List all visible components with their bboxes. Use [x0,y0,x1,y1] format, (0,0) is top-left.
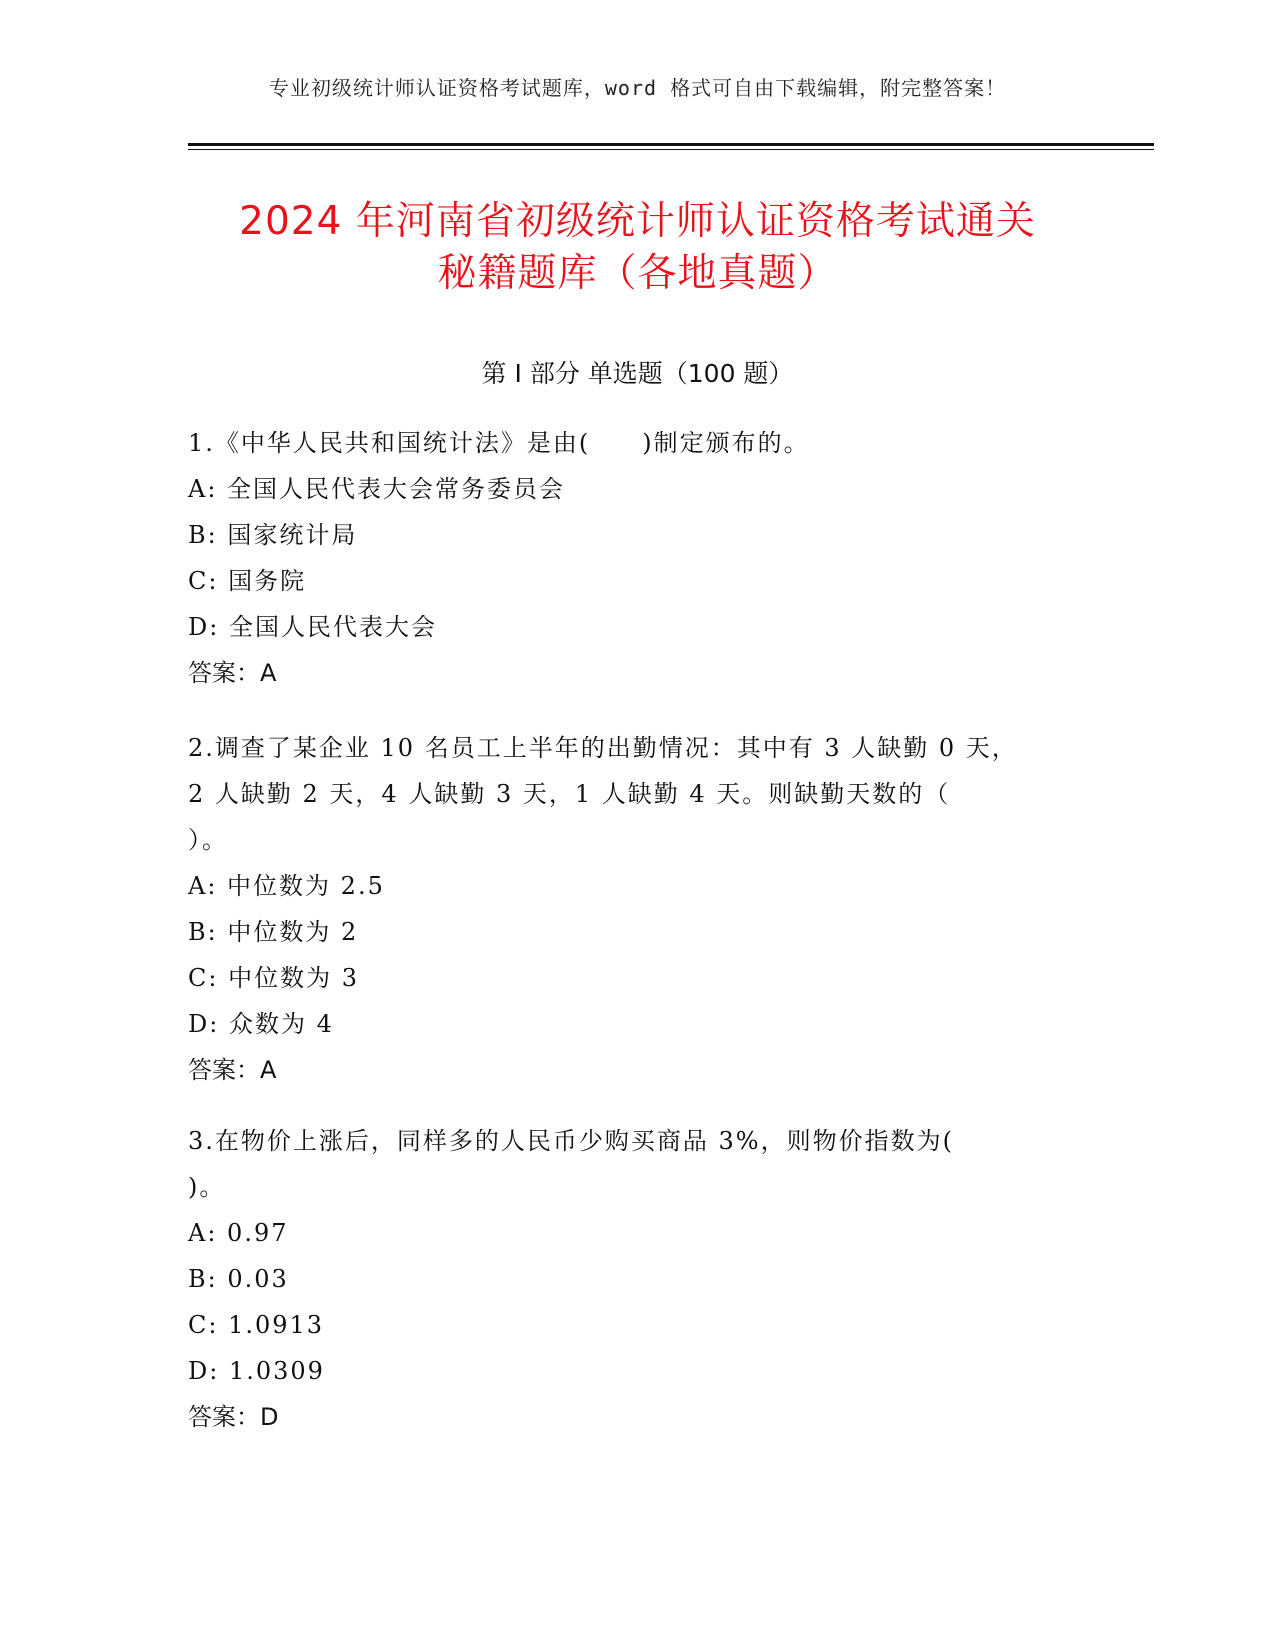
question-stem-line-2: )。 [188,1173,226,1201]
section-heading: 第 I 部分 单选题（100 题） [481,359,794,388]
option-b: B: 中位数为 2 [188,918,359,946]
header-rule-thin [188,149,1154,150]
question-stem-line-2: 2 人缺勤 2 天，4 人缺勤 3 天，1 人缺勤 4 天。则缺勤天数的（ [188,780,951,808]
question-stem-line-1: 2.调查了某企业 10 名员工上半年的出勤情况：其中有 3 人缺勤 0 天， [188,734,1018,762]
option-d: D: 1.0309 [188,1357,325,1385]
option-c: C: 国务院 [188,567,307,595]
option-a: A: 0.97 [188,1219,289,1247]
option-a: A: 全国人民代表大会常务委员会 [188,475,566,503]
option-b: B: 国家统计局 [188,521,358,549]
question-stem-line-3: ）。 [188,826,228,854]
option-c: C: 中位数为 3 [188,964,359,992]
option-a: A: 中位数为 2.5 [188,872,385,900]
question-stem-line-1: 3.在物价上涨后，同样多的人民币少购买商品 3%，则物价指数为( [188,1127,954,1155]
option-b: B: 0.03 [188,1265,289,1293]
answer-label: 答案：A [188,659,277,687]
answer-label: 答案：A [188,1056,277,1084]
question-3 [188,1118,1068,1440]
question-2 [188,725,1068,1093]
option-d: D: 全国人民代表大会 [188,613,437,641]
option-d: D: 众数为 4 [188,1010,334,1038]
title-line-2: 秘籍题库（各地真题） [437,251,838,296]
header-rule-thick [188,143,1154,146]
option-c: C: 1.0913 [188,1311,325,1339]
question-1 [188,420,1068,696]
title-line-1: 2024 年河南省初级统计师认证资格考试通关 [239,199,1036,244]
question-stem: 1.《中华人民共和国统计法》是由( )制定颁布的。 [188,429,810,457]
page-header-note: 专业初级统计师认证资格考试题库，word 格式可自由下载编辑，附完整答案！ [268,76,1007,100]
answer-label: 答案：D [188,1403,279,1431]
document-title [150,196,1125,300]
